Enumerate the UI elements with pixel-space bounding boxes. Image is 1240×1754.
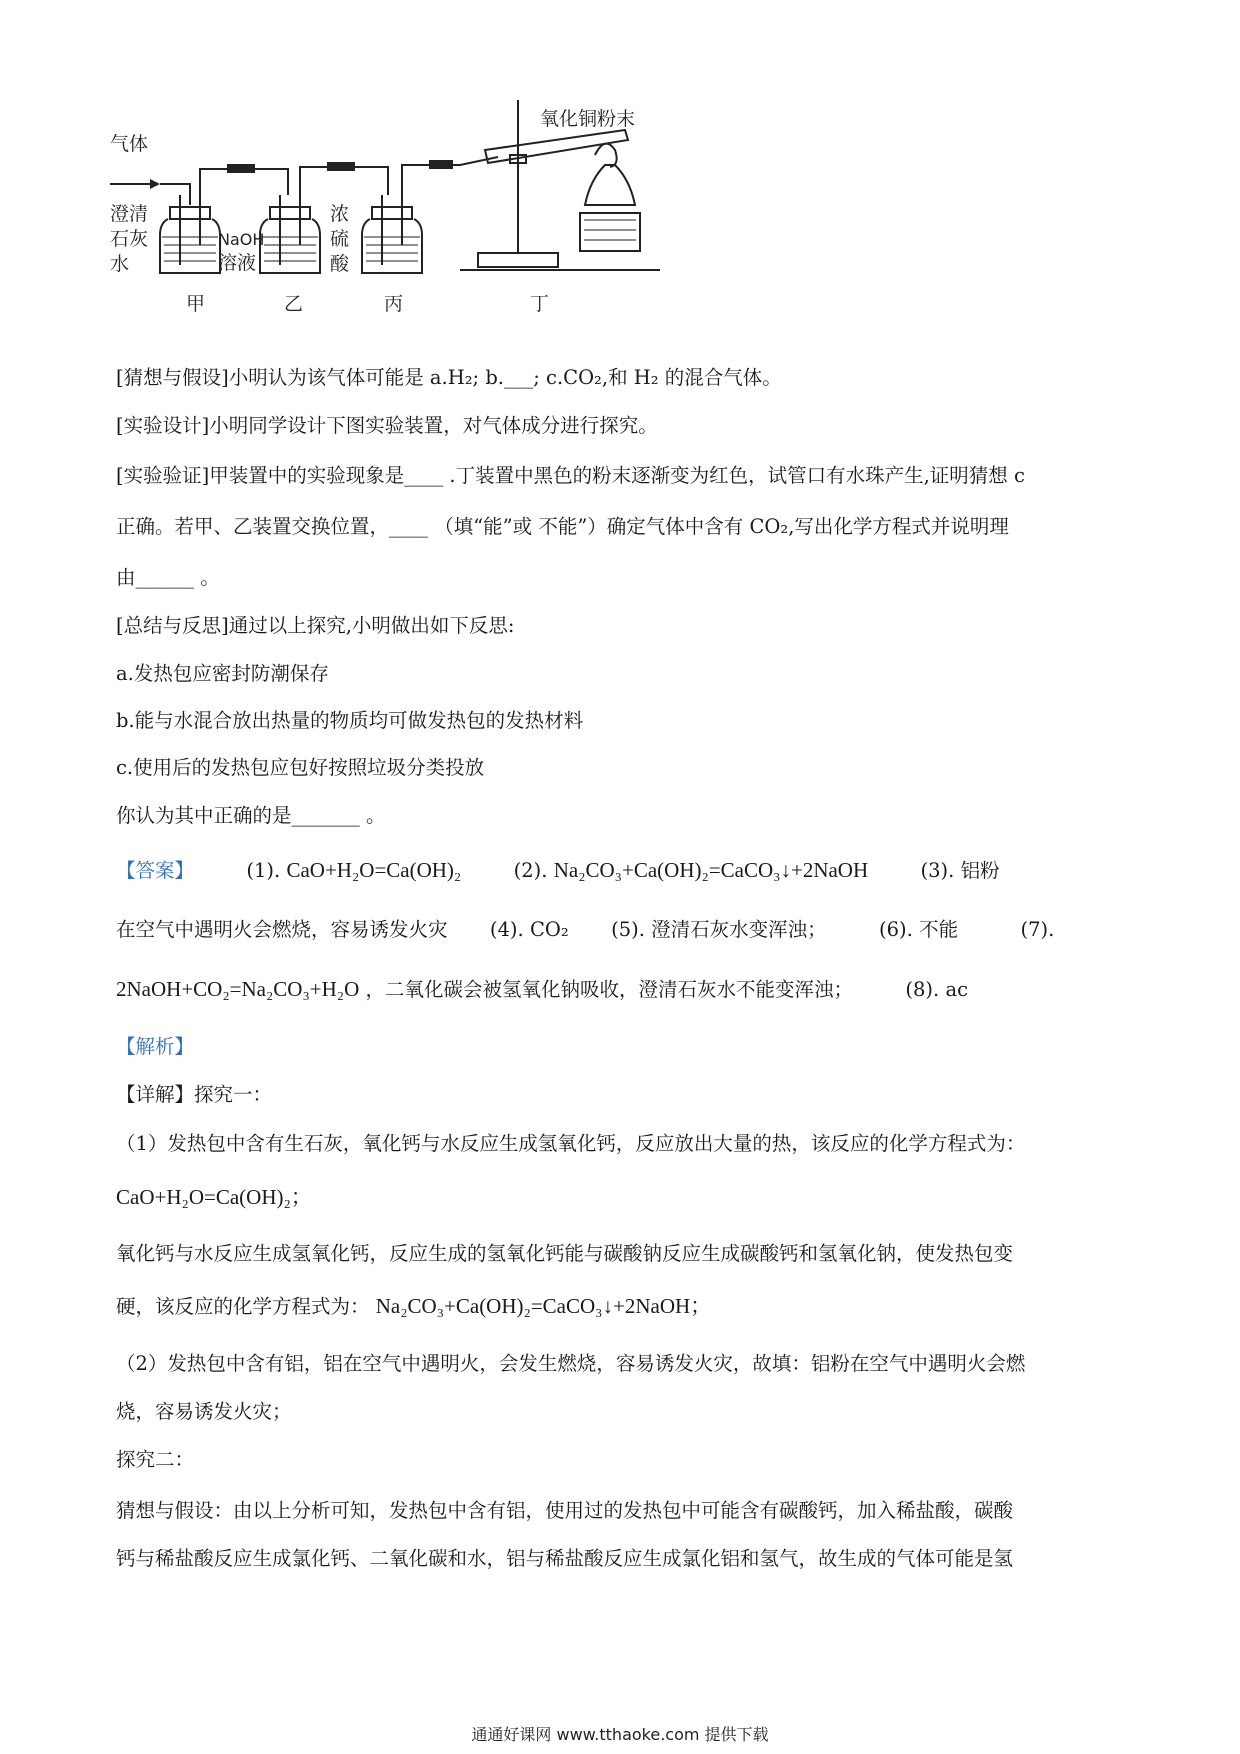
svg-text:澄清: 澄清	[110, 203, 149, 225]
analysis-p2-text: 硬，该反应的化学方程式为：	[116, 1295, 370, 1318]
naoh-solution-label: 溶液	[218, 252, 257, 274]
verify-line-3: 由______ 。	[116, 566, 220, 589]
svg-text:石灰: 石灰	[110, 228, 149, 250]
bing-reagent-label	[330, 203, 350, 275]
answer-3-number: (3).	[920, 859, 955, 882]
answer-8-number: (8).	[905, 978, 940, 1001]
answer-line-2	[116, 916, 1054, 944]
answer-6: 不能	[919, 918, 959, 941]
answer-6-number: (6).	[879, 918, 913, 941]
answer-3-tail: 在空气中遇明火会燃烧，容易诱发火灾	[116, 918, 448, 941]
experiment-apparatus-diagram	[100, 95, 740, 355]
svg-text:硫: 硫	[330, 228, 350, 250]
page-footer: 通通好课网 www.tthaoke.com 提供下载	[471, 1725, 769, 1744]
design-line: [实验设计]小明同学设计下图实验装置，对气体成分进行探究。	[116, 414, 658, 437]
answer-line-1	[116, 856, 1000, 885]
label-yi: 乙	[284, 293, 304, 315]
analysis-tag: 【解析】	[116, 1035, 195, 1058]
question-line: 你认为其中正确的是_______ 。	[116, 804, 386, 827]
option-a: a.发热包应密封防潮保存	[116, 662, 329, 685]
option-c: c.使用后的发热包应包好按照垃圾分类投放	[116, 756, 485, 779]
answer-1: CaO+H₂O=Ca(OH)₂	[286, 858, 462, 882]
analysis-p2-line1: 氧化钙与水反应生成氢氧化钙，反应生成的氢氧化钙能与碳酸钠反应生成碳酸钙和氢氧化钠，使发热包变	[116, 1242, 1014, 1265]
label-jia: 甲	[186, 293, 206, 315]
analysis-detail: 【详解】探究一：	[116, 1083, 273, 1106]
answer-2: Na₂CO₃+Ca(OH)₂=CaCO₃↓+2NaOH	[553, 858, 869, 882]
answer-7-equation: 2NaOH+CO₂=Na₂CO₃+H₂O	[116, 977, 360, 1001]
analysis-p5-line1: 猜想与假设：由以上分析可知，发热包中含有铝，使用过的发热包中可能含有碳酸钙，加入稀盐酸，碳酸	[116, 1499, 1014, 1522]
verify-line-1: [实验验证]甲装置中的实验现象是____ .丁装置中黑色的粉末逐渐变为红色，试管口有水珠产生,证明猜想 c	[116, 464, 1025, 487]
answer-3-head: 铝粉	[960, 859, 1000, 882]
label-bing: 丙	[384, 293, 404, 315]
svg-text:酸: 酸	[330, 253, 350, 275]
answer-tag: 【答案】	[116, 859, 195, 882]
gas-label: 气体	[110, 133, 149, 155]
analysis-p5-line2: 钙与稀盐酸反应生成氯化钙、二氧化碳和水，铝与稀盐酸反应生成氯化铝和氢气，故生成的气体可能是氢	[116, 1547, 1014, 1570]
answer-5-number: (5).	[611, 918, 645, 941]
answer-4-number: (4).	[489, 918, 524, 941]
hypothesis-line: [猜想与假设]小明认为该气体可能是 a.H₂; b.___; c.CO₂,和 H₂ 的混合气体。	[116, 366, 782, 389]
answer-1-number: (1).	[246, 859, 281, 882]
answer-7-number: (7).	[1020, 918, 1055, 941]
option-b: b.能与水混合放出热量的物质均可做发热包的发热材料	[116, 709, 584, 732]
analysis-p3-line1: （2）发热包中含有铝，铝在空气中遇明火，会发生燃烧，容易诱发火灾，故填：铝粉在空气中遇明火会燃	[116, 1352, 1026, 1375]
answer-7-text: ，二氧化碳会被氢氧化钠吸收，澄清石灰水不能变浑浊；	[365, 978, 854, 1001]
analysis-p2-line2	[116, 1292, 711, 1321]
svg-text:浓: 浓	[330, 203, 350, 225]
naoh-label: NaOH	[218, 230, 265, 249]
label-ding: 丁	[530, 293, 550, 315]
answer-line-3	[116, 975, 968, 1004]
analysis-p1: （1）发热包中含有生石灰，氧化钙与水反应生成氢氧化钙，反应放出大量的热，该反应的化学方程式为：	[116, 1132, 1026, 1155]
answer-4: CO₂	[529, 918, 569, 941]
jia-reagent-label	[110, 203, 148, 275]
verify-line-2: 正确。若甲、乙装置交换位置，____ （填“能”或 不能”）确定气体中含有 CO₂,写出化学方程式并说明理	[116, 515, 1009, 538]
cuo-label: 氧化铜粉末	[540, 108, 636, 130]
svg-text:水: 水	[110, 253, 130, 275]
answer-8: ac	[945, 978, 968, 1001]
summary-line: [总结与反思]通过以上探究,小明做出如下反思:	[116, 614, 515, 637]
analysis-p3-line2: 烧，容易诱发火灾；	[116, 1400, 292, 1423]
analysis-p4: 探究二：	[116, 1448, 195, 1471]
analysis-p2-equation: Na₂CO₃+Ca(OH)₂=CaCO₃↓+2NaOH；	[375, 1294, 712, 1318]
answer-2-number: (2).	[513, 859, 548, 882]
answer-5: 澄清石灰水变浑浊；	[651, 918, 827, 941]
analysis-p1-equation: CaO+H₂O=Ca(OH)₂；	[116, 1185, 312, 1209]
